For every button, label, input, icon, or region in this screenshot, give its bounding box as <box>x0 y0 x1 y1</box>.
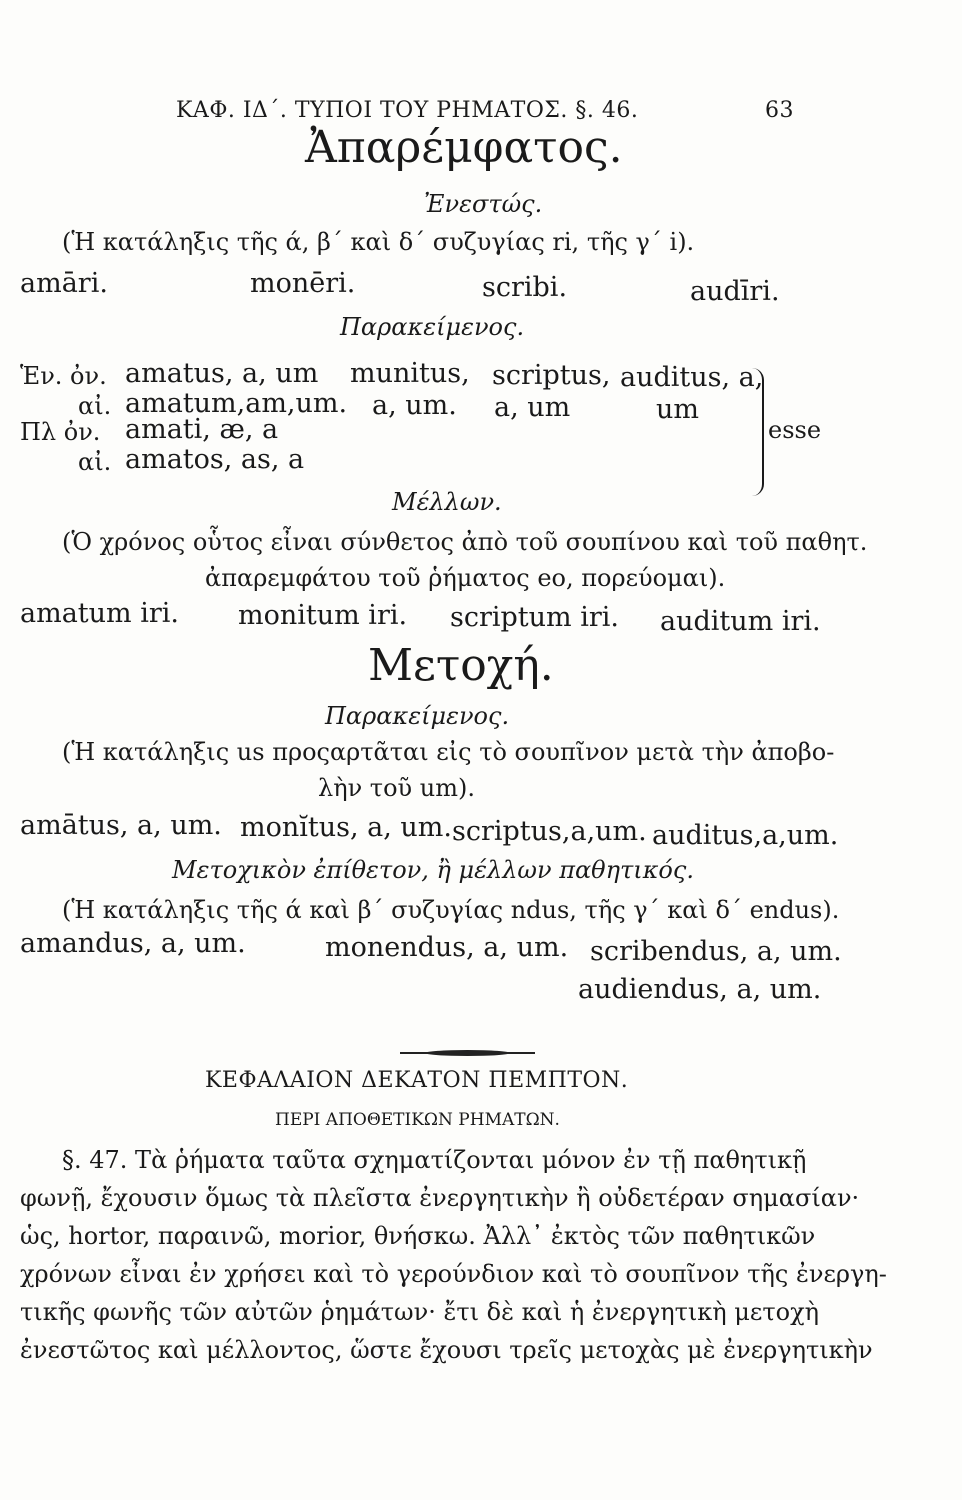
row2-col1: amatum,am,um. <box>125 388 348 419</box>
chapter-title: ΚΕΦΑΛΑΙΟΝ ΔΕΚΑΤΟΝ ΠΕΜΠΤΟΝ. <box>205 1068 629 1093</box>
participle-note-line2: λὴν τοῦ um). <box>318 774 475 802</box>
row2-col4: um <box>656 394 699 425</box>
row1-label: Ἑν. ὀν. <box>20 362 107 390</box>
paragraph-line-1: §. 47. Τὰ ῥήματα ταῦτα σχηματίζονται μόνον ἐν τῇ παθητικῇ <box>62 1146 807 1174</box>
present-note: (Ἡ κατάληξις τῆς ά, β΄ καὶ δ΄ συζυγίας ri, τῆς γ΄ i). <box>62 228 695 256</box>
future-form-1: amatum iri. <box>20 598 179 629</box>
section-title-participle: Μετοχή. <box>368 640 554 691</box>
section-divider <box>400 1052 535 1054</box>
row1-col2: munitus, <box>350 358 470 389</box>
participle-form-2: monĭtus, a, um. <box>240 812 452 843</box>
row3-label: Πλ ὀν. <box>20 418 101 446</box>
participle-note-line1: (Ἡ κατάληξις us προςαρτᾶται εἰς τὸ σουπῖνον μετὰ τὴν ἀποβο- <box>62 738 835 766</box>
gerundive-form-2: monendus, a, um. <box>325 932 569 963</box>
auxiliary-esse: esse <box>768 416 822 444</box>
row1-col1: amatus, a, um <box>125 358 319 389</box>
row2-label: αἰ. <box>78 392 112 420</box>
present-form-1: amāri. <box>20 268 108 299</box>
gerundive-form-1: amandus, a, um. <box>20 928 246 959</box>
present-heading: Ἐνεστώς. <box>424 190 543 218</box>
participle-perfect-heading: Παρακείμενος. <box>325 702 510 730</box>
paragraph-line-6: ἐνεστῶτος καὶ μέλλοντος, ὥστε ἔχουσι τρεῖς μετοχὰς μὲ ἐνεργητικὴν <box>20 1336 873 1364</box>
row2-col3: a, um <box>494 392 571 423</box>
row1-col3: scriptus, <box>492 360 611 391</box>
gerundive-note: (Ἡ κατάληξις τῆς ά καὶ β΄ συζυγίας ndus, τῆς γ΄ καὶ δ΄ endus). <box>62 896 840 924</box>
row3-col1: amati, æ, a <box>125 414 279 445</box>
future-note-line1: (Ὁ χρόνος οὗτος εἶναι σύνθετος ἀπὸ τοῦ σουπίνου καὶ τοῦ παθητ. <box>62 528 868 556</box>
gerundive-heading: Μετοχικὸν ἐπίθετον, ἢ μέλλων παθητικός. <box>172 856 694 884</box>
present-form-2: monēri. <box>250 268 356 299</box>
participle-form-1: amātus, a, um. <box>20 810 222 841</box>
future-form-4: auditum iri. <box>660 606 821 637</box>
paragraph-line-2: φωνῇ, ἔχουσιν ὅμως τὰ πλεῖστα ἐνεργητικὴν ἢ οὐδετέραν σημασίαν· <box>20 1184 860 1212</box>
future-form-2: monitum iri. <box>238 600 408 631</box>
paragraph-line-3: ὡς, hortor, παραινῶ, morior, θνήσκω. Ἀλλ᾽ ἐκτὸς τῶν παθητικῶν <box>20 1222 816 1250</box>
row4-label: αἰ. <box>78 448 112 476</box>
row2-col2: a, um. <box>372 390 457 421</box>
participle-form-3: scriptus,a,um. <box>452 816 647 847</box>
row4-col1: amatos, as, a <box>125 444 305 475</box>
paragraph-line-4: χρόνων εἶναι ἐν χρήσει καὶ τὸ γερούνδιον καὶ τὸ σουπῖνον τῆς ἐνεργη- <box>20 1260 887 1288</box>
running-title: ΚΑΦ. ΙΔ΄. ΤΥΠΟΙ ΤΟΥ ΡΗΜΑΤΟΣ. §. 46. <box>176 98 639 123</box>
present-form-3: scribi. <box>482 272 568 303</box>
present-form-4: audīri. <box>690 276 780 307</box>
row1-col4: auditus, a, <box>620 362 764 393</box>
future-note-line2: ἀπαρεμφάτου τοῦ ῥήματος eo, πορεύομαι). <box>205 564 726 592</box>
right-brace <box>752 368 764 496</box>
perfect-heading: Παρακείμενος. <box>340 313 525 341</box>
future-heading: Μέλλων. <box>392 488 502 516</box>
chapter-subtitle: ΠΕΡΙ ΑΠΟΘΕΤΙΚΩΝ ΡΗΜΑΤΩΝ. <box>275 1110 560 1130</box>
gerundive-form-4: audiendus, a, um. <box>578 974 822 1005</box>
page-number: 63 <box>765 98 794 123</box>
section-title-infinitive: Ἀπαρέμφατος. <box>305 122 623 173</box>
paragraph-line-5: τικῆς φωνῆς τῶν αὐτῶν ῥημάτων· ἔτι δὲ καὶ ἡ ἐνεργητικὴ μετοχὴ <box>20 1298 819 1326</box>
gerundive-form-3: scribendus, a, um. <box>590 936 842 967</box>
future-form-3: scriptum iri. <box>450 602 619 633</box>
participle-form-4: auditus,a,um. <box>652 820 839 851</box>
